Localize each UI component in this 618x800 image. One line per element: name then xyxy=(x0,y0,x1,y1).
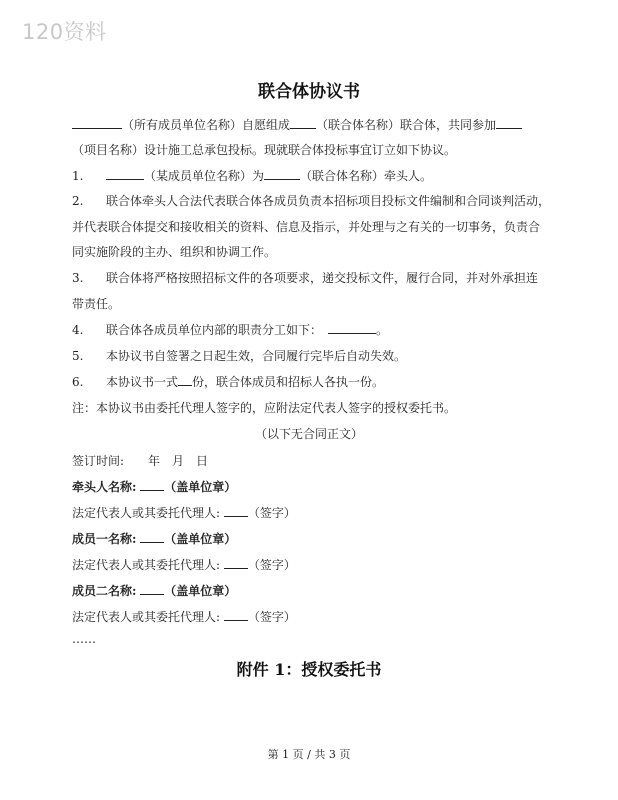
seal-label: （盖单位章） xyxy=(164,532,237,546)
item-3-line-2 xyxy=(72,296,552,312)
lead-rep-row xyxy=(72,505,552,521)
intro-line-1 xyxy=(72,117,552,133)
item-2-line-3 xyxy=(72,244,552,260)
legal-rep-label: 法定代表人或其委托代理人: xyxy=(72,506,221,520)
member-1-row xyxy=(72,531,552,547)
item-number: 4. xyxy=(72,323,84,337)
page-footer: 第 1 页 / 共 3 页 xyxy=(267,748,351,761)
item-2-line-1 xyxy=(72,193,552,209)
item-number: 2. xyxy=(72,194,84,208)
item-text: 联合体各成员单位内部的职责分工如下： xyxy=(106,323,323,337)
item-4 xyxy=(72,322,552,338)
item-text: 并代表联合体提交和接收相关的资料、信息及指示，并处理与之有关的一切事务，负责合 xyxy=(72,220,541,234)
seal-label: （盖单位章） xyxy=(164,584,237,598)
member-2-label: 成员二名称: xyxy=(72,584,137,598)
item-number: 6. xyxy=(72,375,84,389)
intro-line-2 xyxy=(72,142,552,158)
ellipsis: …… xyxy=(72,632,96,646)
item-text: （联合体名称）牵头人。 xyxy=(300,169,433,183)
item-text: 同实施阶段的主办、组织和协调工作。 xyxy=(72,245,277,259)
sign-label: （签字） xyxy=(247,506,296,520)
member-2-row xyxy=(72,583,552,599)
item-text: 本协议书自签署之日起生效，合同履行完毕后自动失效。 xyxy=(106,349,407,363)
item-text: 份，联合体成员和招标人各执一份。 xyxy=(192,375,385,389)
sign-label: （签字） xyxy=(247,558,296,572)
sign-label: （签字） xyxy=(247,610,296,624)
attachment-title: 附件 1：授权委托书 xyxy=(236,660,382,679)
item-6 xyxy=(72,374,552,390)
seal-label: （盖单位章） xyxy=(164,480,237,494)
lead-party-label: 牵头人名称: xyxy=(72,480,137,494)
item-number: 5. xyxy=(72,349,84,363)
sign-date: 签订时间: 年 月 日 xyxy=(72,454,209,468)
item-text: 本协议书一式 xyxy=(106,375,179,389)
item-text: 联合体将严格按照招标文件的各项要求，递交投标文件，履行合同，并对外承担连 xyxy=(106,271,539,285)
item-3-line-1 xyxy=(72,270,552,286)
item-2-line-2 xyxy=(72,219,552,235)
item-1 xyxy=(72,168,552,184)
item-text: （某成员单位名称）为 xyxy=(144,169,265,183)
item-5 xyxy=(72,348,552,364)
watermark-logo: 120资料 xyxy=(22,20,107,44)
legal-rep-label: 法定代表人或其委托代理人: xyxy=(72,610,221,624)
member-2-rep-row xyxy=(72,609,552,625)
member-1-rep-row xyxy=(72,557,552,573)
intro-text-1: （所有成员单位名称）自愿组成 xyxy=(122,118,291,132)
legal-rep-label: 法定代表人或其委托代理人: xyxy=(72,558,221,572)
item-number: 3. xyxy=(72,271,84,285)
item-number: 1. xyxy=(72,169,84,183)
member-1-label: 成员一名称: xyxy=(72,532,137,546)
note: 注：本协议书由委托代理人签字的，应附法定代表人签字的授权委托书。 xyxy=(72,401,457,415)
item-text: 。 xyxy=(376,323,389,337)
no-contract-text: （以下无合同正文） xyxy=(254,427,363,441)
intro-text-3: （项目名称）设计施工总承包投标。现就联合体投标事宜订立如下协议。 xyxy=(72,143,457,157)
item-text: 联合体牵头人合法代表联合体各成员负责本招标项目投标文件编制和合同谈判活动， xyxy=(106,194,551,208)
document-title: 联合体协议书 xyxy=(258,82,360,102)
intro-text-2: （联合体名称）联合体，共同参加 xyxy=(316,118,497,132)
item-text: 带责任。 xyxy=(72,297,121,311)
lead-party-row xyxy=(72,479,552,495)
